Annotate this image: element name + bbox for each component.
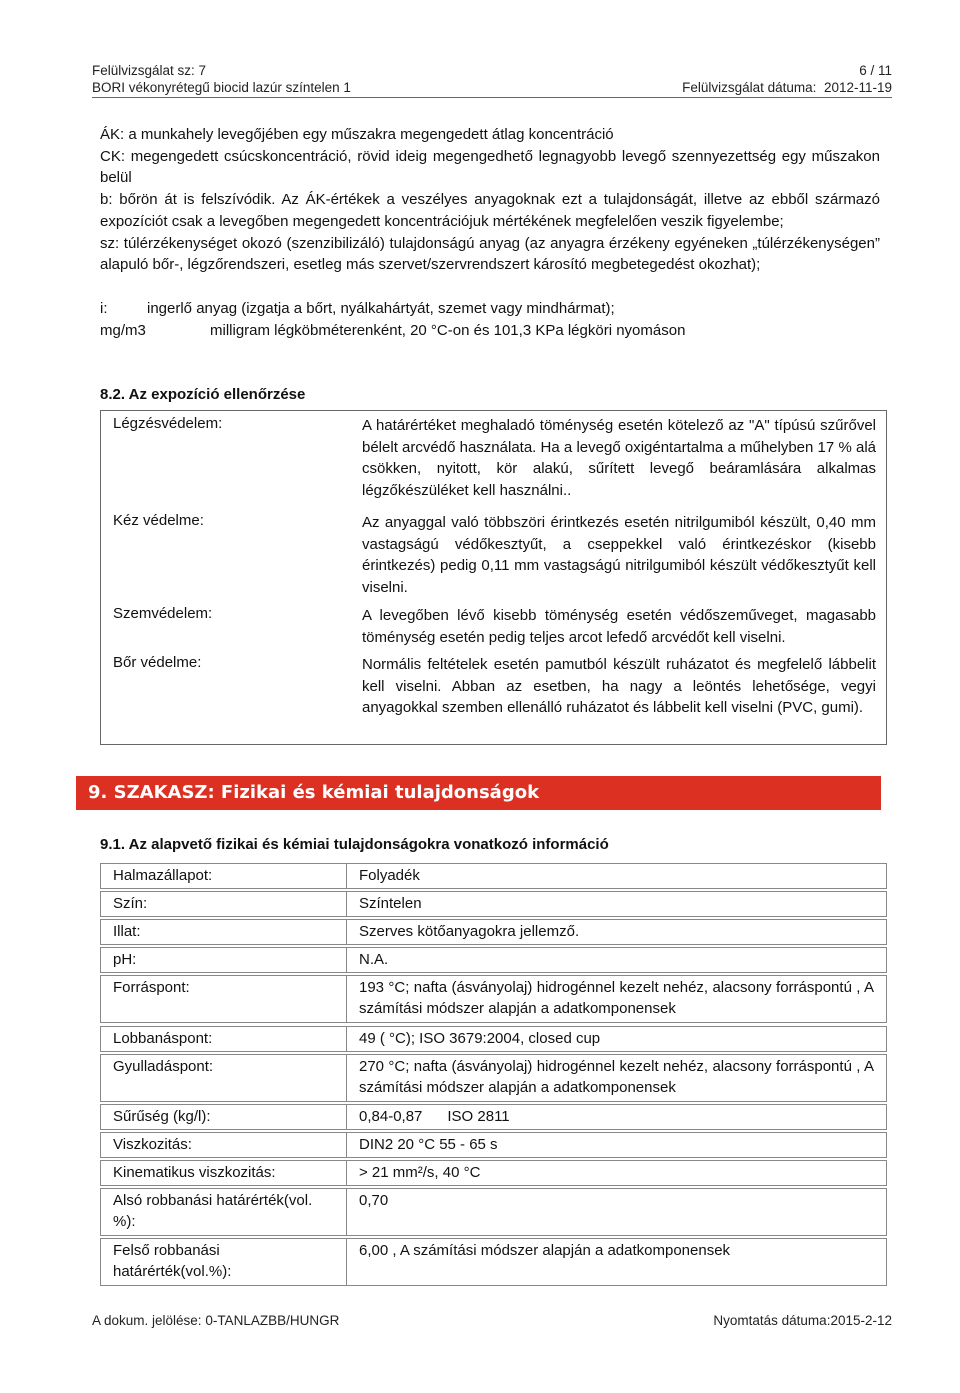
revision-number: Felülvizsgálat sz: 7 — [92, 63, 207, 78]
definition-ck: CK: megengedett csúcskoncentráció, rövid ideig megengedhető legnagyobb levegő szennyezettség egy műszakon belül — [100, 147, 880, 187]
definition-mg: mg/m3 milligram légköbméterenként, 20 °C-on és 101,3 KPa légköri nyomáson — [100, 321, 686, 339]
page-header — [92, 62, 892, 98]
product-name: BORI vékonyrétegű biocid lazúr színtelen 1 — [92, 80, 351, 95]
protection-table: Légzésvédelem: A határértéket meghaladó töménység esetén kötelező az "A" típúsú szűrővel bélelt arcvédő használata. Ha a levegő oxigéntartalma a műhelyben 17 % alá csökken, nyitott, kör alakú, sűrített levegő beáramlására alkalmas légzőkészüléket kell használni.. Kéz védelme: Az anyaggal való többszöri érintkezés esetén nitrilgumiból készült, 0,40 mm vastagságú védőkesztyűt, a cseppekkel való érintkezéskor (kisebb érintkezés) pedig 0,11 mm vastagságú nitrilgumiból készült védőkesztyűt kell viselni. Szemvédelem: A levegőben lévő kisebb töménység esetén védőszeműveget, magasabb töménység esetén pedig teljes arcot lefedő arcvédőt kell viselni. Bőr védelme: Normális feltételek esetén pamutból készült ruházatot és megfelelő lábbelit kell viselni. Abban az esetben, ha nagy a leöntés lehetősége, vegyi anyagokkal szemben ellenálló ruházatot és lábbelit kell viselni (PVC, gumi). — [100, 410, 887, 745]
document-id: A dokum. jelölése: 0-TANLAZBB/HUNGR — [92, 1313, 340, 1328]
definition-i: i: ingerlő anyag (izgatja a bőrt, nyálkahártyát, szemet vagy mindhármat); — [100, 299, 615, 317]
revision-date: Felülvizsgálat dátuma: 2012-11-19 — [682, 80, 892, 95]
page-footer — [92, 1313, 892, 1328]
page-number: 6 / 11 — [859, 63, 892, 78]
definition-ak: ÁK: a munkahely levegőjében egy műszakra megengedett átlag koncentráció — [100, 126, 614, 143]
section-9-banner: 9. SZAKASZ: Fizikai és kémiai tulajdonságok — [76, 776, 881, 810]
definition-b: b: bőrön át is felszívódik. Az ÁK-értékek a veszélyes anyagoknak ezt a tulajdonságát, illetve az ebből származó expozíciót csak a levegőben megengedett koncentrációjuk mértékének megfelelően veszik figyelembe; — [100, 191, 880, 230]
abbreviation-definitions — [100, 124, 880, 341]
definition-sz: sz: túlérzékenységet okozó (szenzibilizáló) tulajdonságú anyag (az anyagra érzékeny egyéneken „túlérzékenységen” alapuló bőr-, légzőrendszeri, esetleg más szervet/szervrendszert károsító megbetegedést okozhat); — [100, 234, 880, 274]
section-8-2-title: 8.2. Az expozíció ellenőrzése — [100, 386, 306, 403]
section-9-1-title: 9.1. Az alapvető fizikai és kémiai tulajdonságokra vonatkozó információ — [100, 836, 609, 853]
header-divider — [92, 97, 892, 98]
print-date: Nyomtatás dátuma:2015-2-12 — [713, 1313, 892, 1328]
